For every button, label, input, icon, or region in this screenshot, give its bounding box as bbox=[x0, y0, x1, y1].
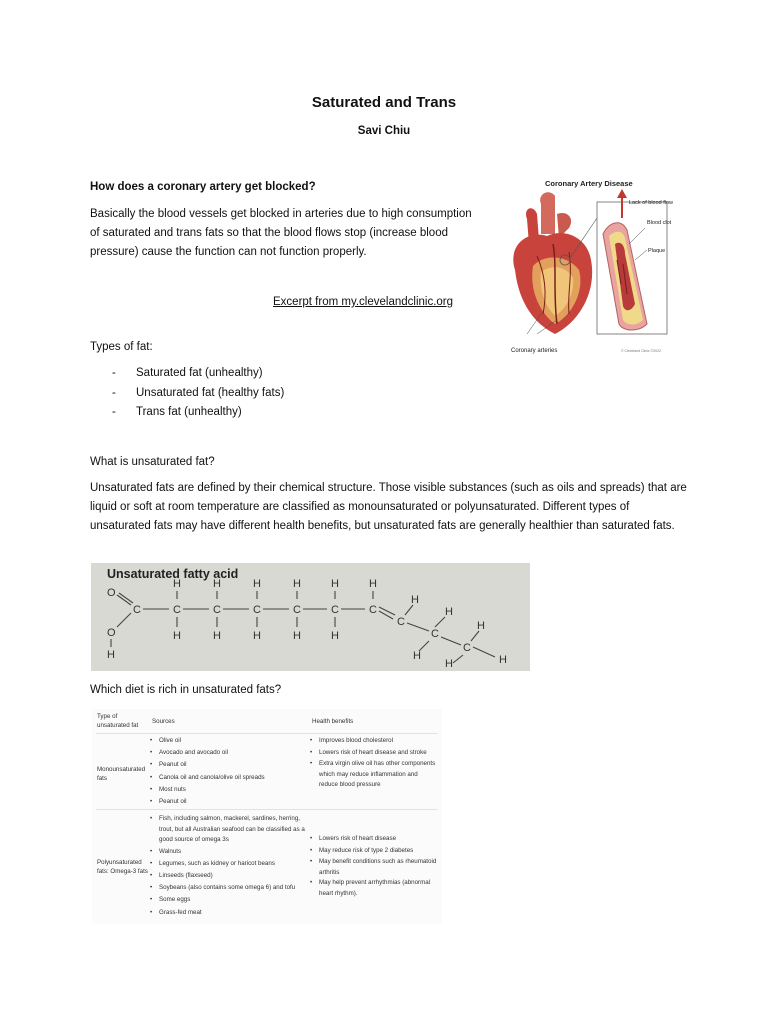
header-type: Type of unsaturated fat bbox=[97, 713, 139, 729]
svg-text:C: C bbox=[331, 604, 339, 616]
types-of-fat-label: Types of fat: bbox=[90, 341, 153, 353]
svg-text:H: H bbox=[331, 630, 339, 642]
svg-text:C: C bbox=[463, 642, 471, 654]
list-item: • Peanut oil bbox=[150, 798, 187, 806]
svg-text:H: H bbox=[107, 649, 115, 661]
header-sources: Sources bbox=[152, 718, 175, 725]
mono-sources-list bbox=[150, 735, 310, 808]
list-marker: - bbox=[112, 406, 116, 418]
list-item: • Improves blood cholesterol bbox=[310, 737, 393, 744]
list-item: • Extra virgin olive oil has other components which may reduce inflammation and reduce blood pressure bbox=[310, 760, 436, 789]
fat-type-label: Trans fat (unhealthy) bbox=[136, 406, 242, 418]
svg-text:C: C bbox=[397, 616, 405, 628]
svg-text:H: H bbox=[445, 606, 453, 618]
list-item bbox=[112, 403, 284, 423]
fat-types-list bbox=[112, 364, 284, 423]
list-item: • Peanut oil bbox=[150, 761, 187, 769]
fat-type-label: Unsaturated fat (healthy fats) bbox=[136, 386, 285, 399]
svg-text:H: H bbox=[173, 630, 181, 642]
svg-text:H: H bbox=[331, 578, 339, 590]
svg-text:H: H bbox=[293, 630, 301, 642]
label-coronary-arteries: Coronary arteries bbox=[511, 348, 558, 354]
svg-text:H: H bbox=[411, 594, 419, 606]
svg-text:C: C bbox=[293, 604, 301, 616]
svg-text:C: C bbox=[431, 628, 439, 640]
list-item: • Avocado and avocado oil bbox=[150, 749, 229, 757]
row-label-polyunsaturated: Polyunsaturated fats: Omega-3 fats bbox=[97, 859, 148, 875]
svg-text:H: H bbox=[213, 578, 221, 590]
svg-text:C: C bbox=[213, 604, 221, 616]
document-title: Saturated and Trans bbox=[311, 94, 457, 111]
list-item: • May help prevent arrhythmias (abnormal heart rhythm). bbox=[310, 879, 431, 897]
list-item: • Linseeds (flaxseed) bbox=[150, 871, 213, 879]
list-item: • Lowers risk of heart disease bbox=[310, 835, 397, 842]
fat-type-label: Saturated fat (unhealthy) bbox=[136, 367, 263, 379]
svg-text:H: H bbox=[499, 654, 507, 666]
list-item: • Olive oil bbox=[150, 737, 182, 744]
list-item: • Grass-fed meat bbox=[150, 908, 202, 916]
svg-text:H: H bbox=[445, 658, 453, 670]
table-rule bbox=[96, 733, 438, 734]
author-name: Savi Chiu bbox=[357, 125, 411, 137]
label-blood-clot: Blood clot bbox=[647, 220, 672, 226]
list-marker: - bbox=[112, 367, 116, 379]
list-item: • Fish, including salmon, mackerel, sardines, herring, trout, but all Australian seafood can be classified as a good source of omega 3s bbox=[150, 815, 305, 843]
question-coronary: How does a coronary artery get blocked? bbox=[90, 181, 316, 193]
svg-text:O: O bbox=[107, 587, 116, 599]
svg-text:H: H bbox=[173, 578, 181, 590]
svg-text:H: H bbox=[477, 620, 485, 632]
question-diet: Which diet is rich in unsaturated fats? bbox=[90, 684, 282, 696]
table-rule bbox=[96, 809, 438, 810]
source-link[interactable]: Excerpt from my.clevelandclinic.org bbox=[273, 296, 454, 308]
question-unsaturated: What is unsaturated fat? bbox=[90, 456, 215, 468]
list-item: • Canola oil and canola/olive oil spreads bbox=[150, 773, 265, 781]
svg-text:H: H bbox=[293, 578, 301, 590]
paragraph-unsaturated: Unsaturated fats are defined by their chemical structure. Those visible substances (such as oils and spreads) that are liquid or soft at room temperature are classified as monounsaturated or polyunsaturated. Different types of unsaturated fats may have different health benefits, but unsaturated fats are generally healthier than saturated fats. bbox=[90, 482, 687, 532]
list-item: • Legumes, such as kidney or haricot beans bbox=[150, 859, 275, 867]
svg-text:C: C bbox=[253, 604, 261, 616]
figure-credit: © Cleveland Clinic ©2022 bbox=[621, 349, 661, 353]
list-item bbox=[112, 364, 284, 384]
coronary-artery-figure bbox=[497, 174, 679, 360]
list-item: • Some eggs bbox=[150, 896, 191, 904]
list-item bbox=[112, 384, 284, 404]
svg-text:C: C bbox=[369, 604, 377, 616]
list-item: • Soybeans (also contains some omega 6) and tofu bbox=[150, 884, 296, 892]
label-plaque: Plaque bbox=[648, 248, 666, 254]
header-benefits: Health benefits bbox=[312, 718, 354, 725]
svg-text:H: H bbox=[213, 630, 221, 642]
svg-text:O: O bbox=[107, 627, 116, 639]
row-label-monounsaturated: Monounsaturated fats bbox=[97, 766, 146, 782]
list-marker: - bbox=[112, 386, 116, 399]
list-item: • May benefit conditions such as rheumatoid arthritis bbox=[310, 858, 437, 876]
svg-text:H: H bbox=[369, 578, 377, 590]
list-item: • May reduce risk of type 2 diabetes bbox=[310, 847, 414, 855]
svg-text:C: C bbox=[173, 604, 181, 616]
fatty-acid-figure bbox=[91, 563, 530, 671]
svg-text:H: H bbox=[253, 630, 261, 642]
fatty-acid-title: Unsaturated fatty acid bbox=[107, 567, 239, 581]
heart-figure-title: Coronary Artery Disease bbox=[545, 179, 633, 188]
unsaturated-fats-table bbox=[92, 709, 442, 924]
list-item: • Most nuts bbox=[150, 785, 186, 793]
svg-text:H: H bbox=[413, 650, 421, 662]
label-lack-of-flow: Lack of blood flow bbox=[629, 200, 674, 206]
list-item: • Walnuts bbox=[150, 847, 182, 855]
poly-benefits-list bbox=[310, 833, 438, 899]
mono-benefits-list bbox=[310, 735, 438, 791]
list-item: • Lowers risk of heart disease and stroke bbox=[310, 749, 427, 757]
svg-text:C: C bbox=[133, 604, 141, 616]
svg-text:H: H bbox=[253, 578, 261, 590]
poly-sources-list bbox=[150, 814, 310, 919]
paragraph-coronary: Basically the blood vessels get blocked in arteries due to high consumption of saturated and trans fats so that the blood flows stop (increase blood pressure) cause the function can not function properly. bbox=[90, 208, 472, 258]
